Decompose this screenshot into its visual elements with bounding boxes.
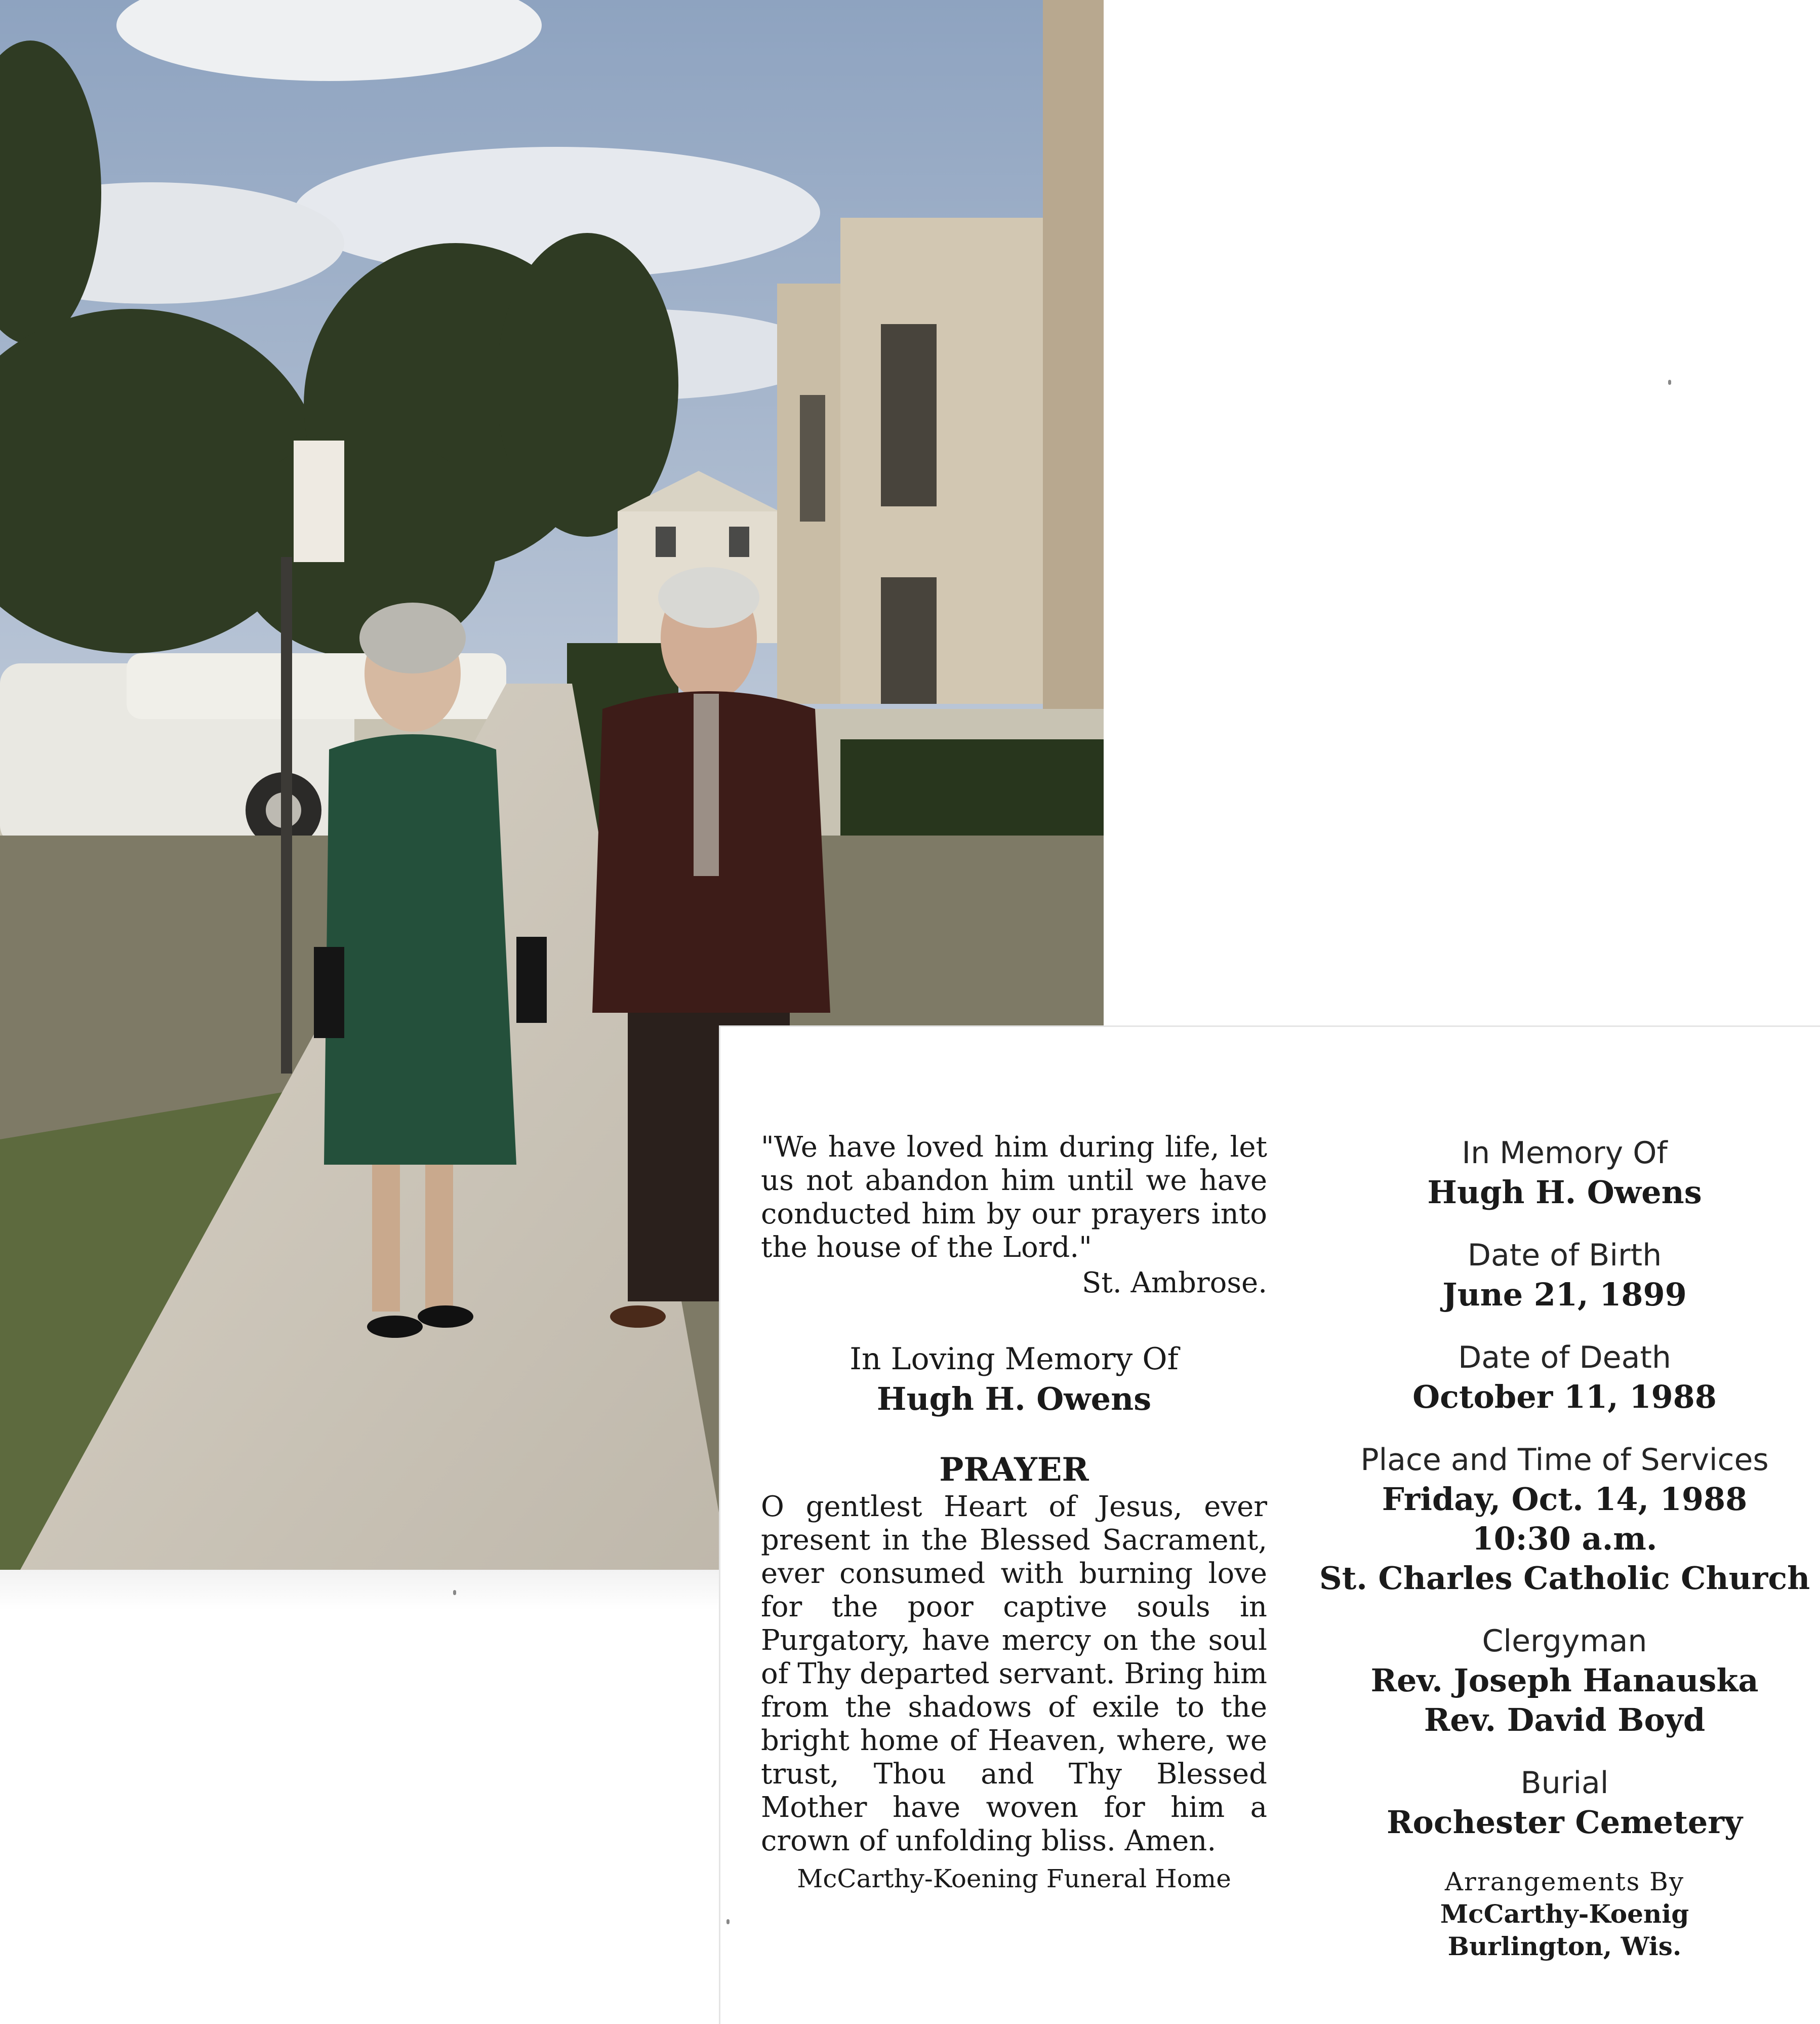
- scan-speck: [726, 1919, 730, 1924]
- loving-memory-name: Hugh H. Owens: [876, 1380, 1152, 1417]
- arrangements-place: Burlington, Wis.: [1447, 1931, 1682, 1961]
- loving-memory-block: [761, 1339, 1267, 1419]
- death-date: October 11, 1988: [1412, 1378, 1717, 1415]
- birth-date: June 21, 1899: [1442, 1276, 1687, 1313]
- birth-label: Date of Birth: [1467, 1238, 1662, 1273]
- memory-label: In Memory Of: [1462, 1135, 1668, 1171]
- scan-speck: [1668, 380, 1671, 385]
- burial-place: Rochester Cemetery: [1386, 1804, 1743, 1841]
- services-label: Place and Time of Services: [1360, 1442, 1769, 1478]
- loving-memory-intro: In Loving Memory Of: [850, 1341, 1179, 1377]
- photo-border: [0, 1570, 719, 1610]
- burial-label: Burial: [1520, 1765, 1609, 1801]
- memorial-card: [719, 1025, 1820, 2024]
- services-place: St. Charles Catholic Church: [1319, 1560, 1810, 1597]
- card-right-column: [1308, 1133, 1820, 1963]
- quote-attribution: St. Ambrose.: [1081, 1266, 1267, 1299]
- funeral-home-name: McCarthy-Koening Funeral Home: [797, 1864, 1231, 1893]
- services-time: 10:30 a.m.: [1472, 1520, 1657, 1557]
- no-parking-sign: [294, 441, 344, 562]
- memory-name: Hugh H. Owens: [1427, 1174, 1702, 1211]
- death-label: Date of Death: [1458, 1340, 1671, 1375]
- prayer-heading: PRAYER: [939, 1451, 1089, 1489]
- scan-speck: [453, 1590, 456, 1595]
- clergy-name-1: Rev. Joseph Hanauska: [1370, 1662, 1759, 1699]
- clergy-name-2: Rev. David Boyd: [1424, 1701, 1706, 1738]
- services-date: Friday, Oct. 14, 1988: [1382, 1481, 1748, 1518]
- sign-post: [281, 557, 292, 1074]
- clergy-label: Clergyman: [1482, 1623, 1647, 1659]
- card-left-column: [761, 1131, 1267, 1895]
- quote-text: "We have loved him during life, let us not abandon him until we have conducted him by our prayers into the house of the Lord.": [761, 1131, 1267, 1264]
- arrangements-label: Arrangements By: [1444, 1867, 1685, 1896]
- arrangements-name: McCarthy-Koenig: [1440, 1899, 1689, 1929]
- prayer-text: O gentlest Heart of Jesus, ever present in the Blessed Sacrament, ever consumed with burning love for the poor captive souls in Purgatory, have mercy on the soul of Thy departed servant. Bring him from the shadows of exile to the bright home of Heaven, where, we trust, Thou and Thy Blessed Mother have woven for him a crown of unfolding bliss. Amen.: [761, 1490, 1267, 1857]
